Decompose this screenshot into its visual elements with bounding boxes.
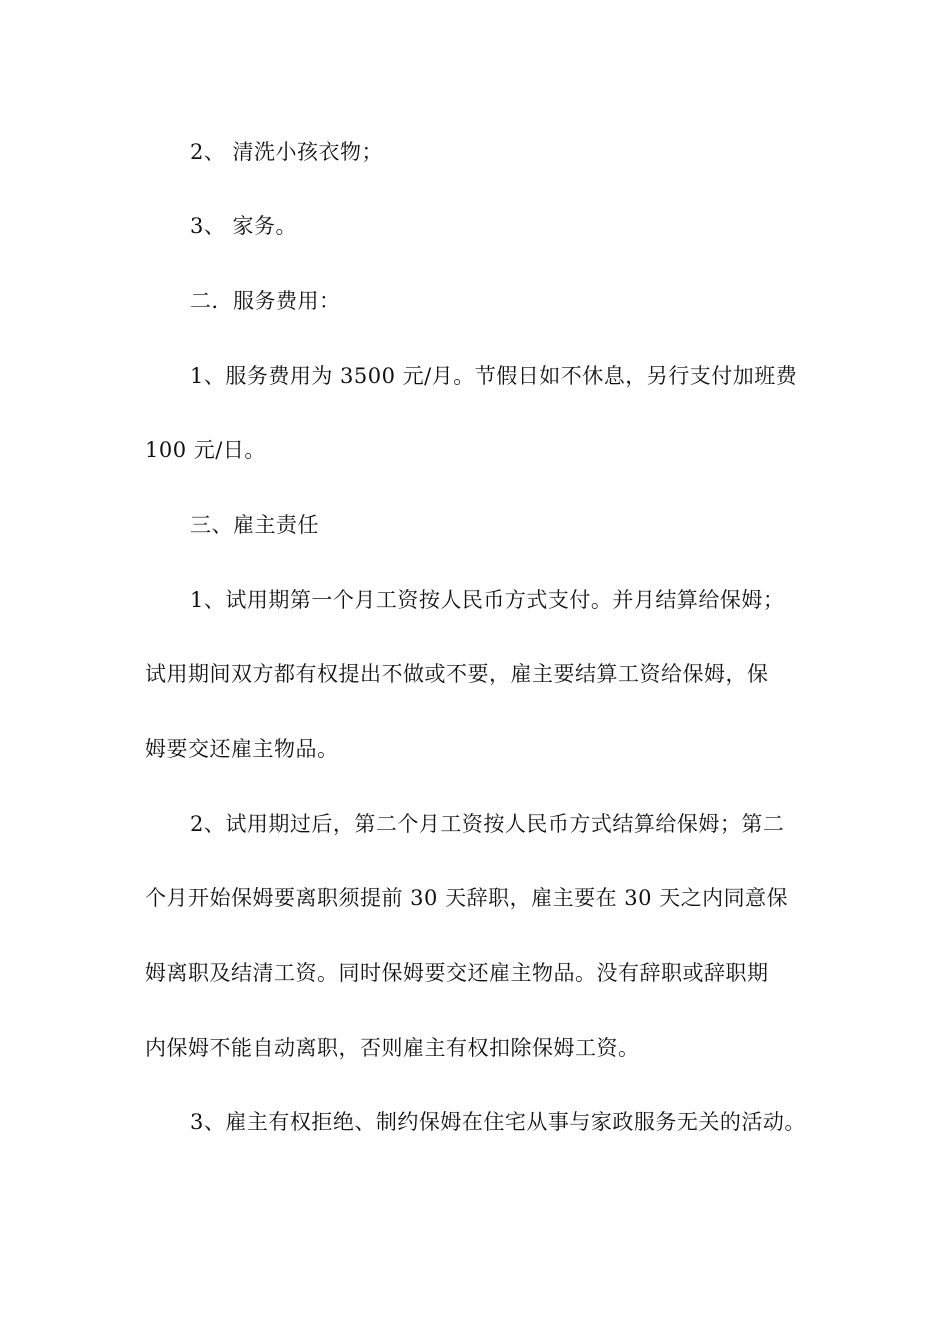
paragraph-line: 内保姆不能自动离职，否则雇主有权扣除保姆工资。 xyxy=(145,1036,640,1060)
list-item-2-wash-clothes: 2、 清洗小孩衣物； xyxy=(190,140,384,164)
paragraph-line: 1、试用期第一个月工资按人民币方式支付。并月结算给保姆； xyxy=(190,588,785,612)
paragraph-line: 3、雇主有权拒绝、制约保姆在住宅从事与家政服务无关的活动。 xyxy=(190,1110,806,1134)
paragraph-line: 姆要交还雇主物品。 xyxy=(145,737,339,761)
paragraph-line: 姆离职及结清工资。同时保姆要交还雇主物品。没有辞职或辞职期 xyxy=(145,961,769,985)
paragraph-line: 2、试用期过后，第二个月工资按人民币方式结算给保姆；第二 xyxy=(190,812,785,836)
section-heading-service-fee: 二．服务费用： xyxy=(190,289,341,313)
paragraph-line: 试用期间双方都有权提出不做或不要，雇主要结算工资给保姆，保 xyxy=(145,662,769,686)
paragraph-line: 个月开始保姆要离职须提前 30 天辞职，雇主要在 30 天之内同意保 xyxy=(145,886,789,910)
list-item-3-housework: 3、 家务。 xyxy=(190,214,298,238)
paragraph-line: 100 元/日。 xyxy=(145,438,266,462)
section-heading-employer-responsibility: 三、雇主责任 xyxy=(190,513,319,537)
paragraph-line: 1、服务费用为 3500 元/月。节假日如不休息，另行支付加班费 xyxy=(190,364,798,388)
